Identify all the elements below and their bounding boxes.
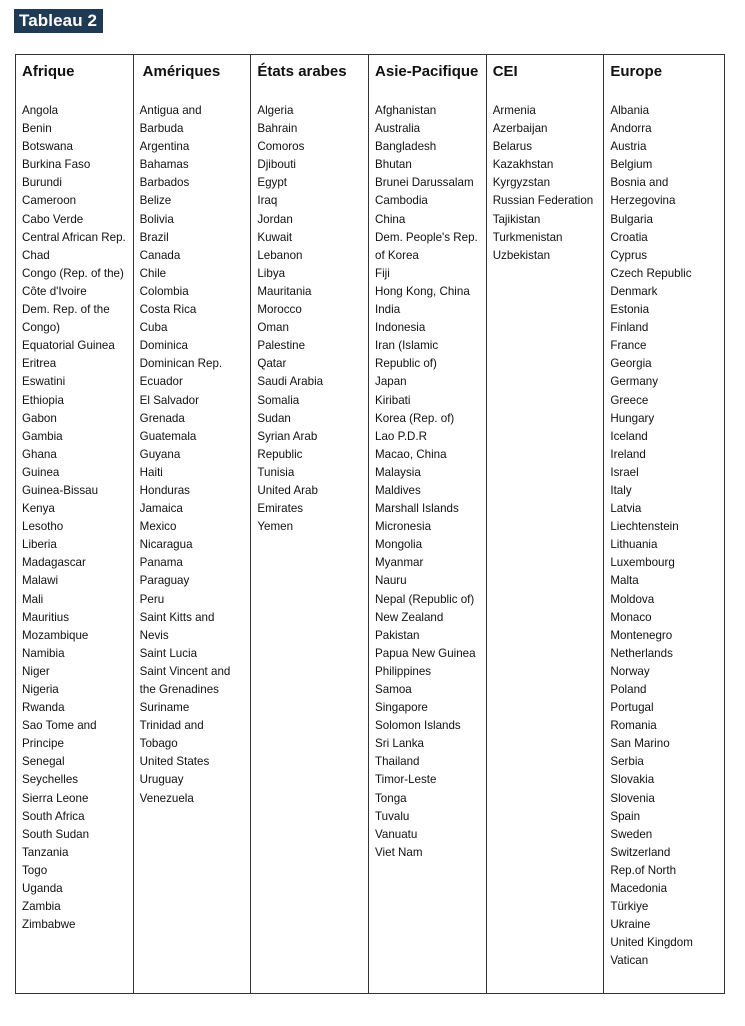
country-item: Paraguay (139, 574, 190, 588)
country-item: Czech Republic (610, 266, 692, 280)
country-item: Benin (22, 122, 52, 136)
country-item: Herzegovina (610, 194, 676, 208)
country-item: Armenia (492, 104, 536, 117)
country-item: Russian Federation (492, 194, 594, 208)
country-item: Comoros (257, 140, 305, 154)
country-item: Peru (139, 592, 165, 606)
country-item: Türkiye (610, 900, 649, 914)
country-list (140, 102, 251, 808)
country-item: Burkina Faso (22, 158, 91, 172)
country-item: Grenada (139, 411, 185, 425)
country-item: Serbia (610, 755, 644, 769)
region-column-etats-arabes (251, 55, 369, 993)
country-item: Myanmar (375, 556, 424, 570)
country-item: Canada (139, 248, 181, 262)
country-item: Tobago (139, 737, 178, 751)
country-item: Andorra (610, 122, 652, 136)
country-item: United States (139, 755, 210, 769)
country-item: San Marino (610, 737, 670, 751)
country-item: Seychelles (22, 773, 79, 787)
country-item: Zimbabwe (22, 918, 76, 932)
country-item: Yemen (257, 520, 294, 534)
country-item: Principe (22, 737, 64, 751)
region-column-afrique (16, 55, 134, 993)
country-item: Tuvalu (375, 809, 410, 823)
country-item: Eswatini (22, 375, 66, 389)
country-item: Cabo Verde (22, 212, 84, 226)
country-item: Uruguay (139, 773, 184, 787)
country-item: Vanuatu (375, 827, 418, 841)
country-item: Republic (257, 447, 303, 461)
country-item: Slovakia (610, 773, 655, 787)
country-item: Mozambique (22, 628, 89, 642)
country-item: Madagascar (22, 556, 86, 570)
country-item: Macao, China (375, 447, 447, 461)
country-item: Kiribati (375, 393, 411, 407)
country-item: Azerbaijan (492, 122, 548, 136)
country-item: Kenya (22, 502, 55, 516)
country-item: Bolivia (139, 212, 174, 226)
country-item: Lebanon (257, 248, 303, 262)
country-item: Chad (22, 248, 50, 262)
country-item: Pakistan (375, 628, 420, 642)
country-item: Central African Rep. (22, 230, 126, 244)
country-item: South Africa (22, 809, 85, 823)
country-item: Tunisia (257, 465, 295, 479)
country-item: Djibouti (257, 158, 297, 172)
country-item: Belarus (492, 140, 532, 154)
country-item: Greece (610, 393, 649, 407)
country-item: Dem. Rep. of the (22, 303, 110, 317)
country-item: Senegal (22, 755, 65, 769)
country-item: Solomon Islands (375, 719, 461, 733)
country-item: Cuba (139, 321, 168, 335)
country-item: Mexico (139, 520, 177, 534)
country-item: Jamaica (139, 502, 183, 516)
country-item: Papua New Guinea (375, 646, 476, 660)
country-item: Saudi Arabia (257, 375, 324, 389)
country-item: Croatia (610, 230, 648, 244)
region-column-asie-pacifique (369, 55, 487, 993)
country-item: Bosnia and (610, 176, 669, 190)
country-item: Lesotho (22, 520, 64, 534)
country-item: Moldova (610, 592, 655, 606)
country-item: Poland (610, 683, 647, 696)
country-item: Botswana (22, 140, 73, 154)
country-item: Jordan (257, 212, 293, 226)
country-item: Uganda (22, 882, 63, 896)
country-item: Togo (22, 863, 48, 877)
country-item: Costa Rica (139, 303, 197, 317)
country-item: Gambia (22, 429, 63, 443)
country-item: Rep.of North (610, 863, 677, 877)
country-item: Malta (610, 574, 639, 588)
region-heading: CEI (492, 63, 518, 80)
country-item: Ethiopia (22, 393, 64, 407)
country-item: Kyrgyzstan (492, 176, 551, 190)
country-item: Netherlands (610, 646, 673, 660)
country-item: Bangladesh (375, 140, 437, 154)
country-item: Dem. People's Rep. (375, 230, 478, 244)
country-item: Malawi (22, 574, 59, 588)
country-item: Eritrea (22, 357, 57, 371)
country-item: Micronesia (375, 520, 432, 534)
country-item: Kuwait (257, 230, 293, 244)
country-item: Lao P.D.R (375, 429, 428, 443)
country-item: Cambodia (375, 194, 428, 208)
country-item: Guyana (139, 447, 181, 461)
country-item: Hungary (610, 411, 655, 425)
country-item: Morocco (257, 303, 302, 317)
country-item: Dominica (139, 339, 188, 353)
country-item: Estonia (610, 303, 650, 317)
country-item: Congo) (22, 321, 61, 335)
country-item: Tajikistan (492, 212, 541, 226)
region-heading: États arabes (257, 63, 347, 80)
country-item: Hong Kong, China (375, 284, 470, 298)
country-item: Chile (139, 266, 167, 280)
country-item: Nepal (Republic of) (375, 592, 475, 606)
country-item: Guinea-Bissau (22, 483, 99, 497)
country-item: Cameroon (22, 194, 77, 208)
country-item: Antigua and (139, 104, 202, 117)
country-item: Saint Kitts and (139, 610, 215, 624)
country-item: Guinea (22, 465, 60, 479)
country-item: Vatican (610, 954, 649, 968)
country-item: Belgium (610, 158, 653, 172)
country-item: Brunei Darussalam (375, 176, 474, 190)
country-item: Côte d'Ivoire (22, 284, 87, 298)
country-item: Bahamas (139, 158, 189, 172)
country-item: Saint Vincent and (139, 664, 231, 678)
country-item: Suriname (139, 701, 190, 715)
country-item: Barbados (139, 176, 190, 190)
country-item: Egypt (257, 176, 287, 190)
country-item: Argentina (139, 140, 190, 154)
country-item: Congo (Rep. of the) (22, 266, 124, 280)
country-item: Japan (375, 375, 407, 389)
country-item: Philippines (375, 664, 432, 678)
country-item: Burundi (22, 176, 62, 190)
country-item: Georgia (610, 357, 652, 371)
country-item: Albania (610, 104, 650, 117)
country-list (257, 102, 368, 536)
country-item: United Kingdom (610, 936, 693, 950)
country-item: Sao Tome and (22, 719, 97, 733)
country-item: Finland (610, 321, 649, 335)
country-item: Somalia (257, 393, 300, 407)
country-list (375, 102, 486, 862)
country-item: Sweden (610, 827, 653, 841)
country-item: Ghana (22, 447, 57, 461)
region-heading: Amériques (142, 63, 221, 80)
country-item: Sri Lanka (375, 737, 424, 751)
country-item: Gabon (22, 411, 57, 425)
country-item: Italy (610, 483, 632, 497)
country-item: Mongolia (375, 538, 423, 552)
country-item: Saint Lucia (139, 646, 198, 660)
country-item: Israel (610, 465, 639, 479)
country-item: Kazakhstan (492, 158, 554, 172)
country-item: United Arab (257, 483, 318, 497)
table-title: Tableau 2 (14, 9, 103, 33)
country-item: Iceland (610, 429, 648, 443)
region-column-europe (604, 55, 724, 993)
country-item: Luxembourg (610, 556, 675, 570)
region-column-cei (487, 55, 605, 993)
country-item: Sierra Leone (22, 791, 89, 805)
country-item: Trinidad and (139, 719, 204, 733)
country-item: Rwanda (22, 701, 65, 715)
country-item: Qatar (257, 357, 287, 371)
country-item: the Grenadines (139, 683, 219, 696)
country-item: Ukraine (610, 918, 651, 932)
country-item: Oman (257, 321, 289, 335)
country-item: Namibia (22, 646, 65, 660)
country-list (610, 102, 724, 971)
country-item: Romania (610, 719, 657, 733)
country-item: Nauru (375, 574, 407, 588)
country-item: Singapore (375, 701, 428, 715)
country-item: Venezuela (139, 791, 194, 805)
country-item: New Zealand (375, 610, 444, 624)
country-item: Tanzania (22, 845, 69, 859)
country-item: Turkmenistan (492, 230, 563, 244)
country-item: Marshall Islands (375, 502, 459, 516)
country-item: France (610, 339, 647, 353)
country-item: Germany (610, 375, 659, 389)
country-list (22, 102, 133, 934)
country-item: Equatorial Guinea (22, 339, 115, 353)
country-item: Maldives (375, 483, 421, 497)
country-item: Slovenia (610, 791, 655, 805)
country-item: Niger (22, 664, 50, 678)
country-item: China (375, 212, 406, 226)
country-item: South Sudan (22, 827, 90, 841)
country-item: Malaysia (375, 465, 421, 479)
country-item: Ecuador (139, 375, 183, 389)
country-item: Denmark (610, 284, 658, 298)
country-item: Australia (375, 122, 421, 136)
country-item: Fiji (375, 266, 390, 280)
country-item: Syrian Arab (257, 429, 318, 443)
country-item: Republic of) (375, 357, 437, 371)
country-item: El Salvador (139, 393, 199, 407)
country-item: Dominican Rep. (139, 357, 223, 371)
country-item: Guatemala (139, 429, 197, 443)
country-item: Libya (257, 266, 286, 280)
region-heading: Europe (610, 63, 663, 80)
country-item: Iran (Islamic (375, 339, 439, 353)
country-item: Liechtenstein (610, 520, 679, 534)
country-item: Bulgaria (610, 212, 653, 226)
country-list (493, 102, 604, 265)
country-item: of Korea (375, 248, 419, 262)
country-item: Norway (610, 664, 650, 678)
country-item: Cyprus (610, 248, 648, 262)
country-item: Mali (22, 592, 44, 606)
country-item: Mauritania (257, 284, 312, 298)
country-item: Colombia (139, 284, 189, 298)
country-item: Tonga (375, 791, 407, 805)
country-item: Algeria (257, 104, 294, 117)
country-item: Angola (22, 104, 59, 117)
region-heading: Asie-Pacifique (375, 63, 479, 80)
country-item: Mauritius (22, 610, 70, 624)
region-heading: Afrique (22, 63, 75, 80)
country-item: Indonesia (375, 321, 426, 335)
country-item: Nevis (139, 628, 169, 642)
country-item: Timor-Leste (375, 773, 437, 787)
country-item: Iraq (257, 194, 278, 208)
country-item: Monaco (610, 610, 652, 624)
country-item: Portugal (610, 701, 654, 715)
country-item: Ireland (610, 447, 646, 461)
region-column-ameriques (134, 55, 252, 993)
country-item: Austria (610, 140, 647, 154)
country-item: Zambia (22, 900, 61, 914)
country-item: Honduras (139, 483, 190, 497)
country-item: Samoa (375, 683, 412, 696)
country-item: Emirates (257, 502, 304, 516)
country-item: Afghanistan (375, 104, 437, 117)
country-item: Viet Nam (375, 845, 423, 859)
country-item: Switzerland (610, 845, 671, 859)
country-item: Lithuania (610, 538, 658, 552)
country-item: India (375, 303, 401, 317)
country-item: Palestine (257, 339, 306, 353)
country-item: Brazil (139, 230, 169, 244)
country-item: Nigeria (22, 683, 59, 696)
country-item: Sudan (257, 411, 291, 425)
country-item: Macedonia (610, 882, 668, 896)
country-item: Barbuda (139, 122, 184, 136)
country-item: Korea (Rep. of) (375, 411, 455, 425)
country-item: Spain (610, 809, 641, 823)
country-item: Latvia (610, 502, 642, 516)
country-item: Nicaragua (139, 538, 193, 552)
country-item: Panama (139, 556, 183, 570)
country-item: Liberia (22, 538, 57, 552)
country-item: Montenegro (610, 628, 673, 642)
region-table (15, 54, 725, 994)
country-item: Bhutan (375, 158, 412, 172)
country-item: Bahrain (257, 122, 298, 136)
country-item: Uzbekistan (492, 248, 551, 262)
country-item: Haiti (139, 465, 163, 479)
country-item: Belize (139, 194, 172, 208)
country-item: Thailand (375, 755, 420, 769)
